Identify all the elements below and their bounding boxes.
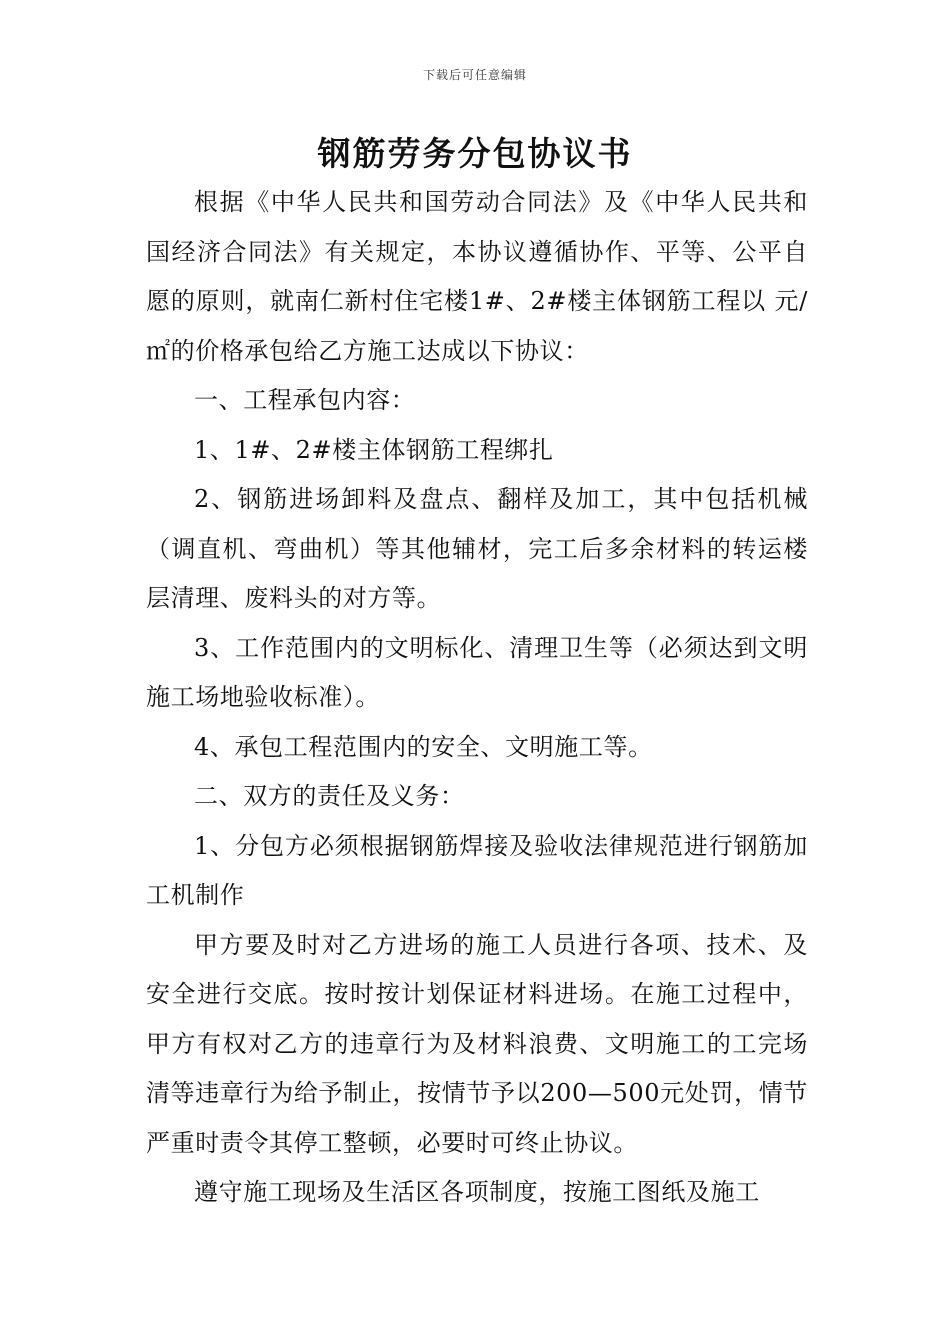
paragraph-preamble: 根据《中华人民共和国劳动合同法》及《中华人民共和国经济合同法》有关规定，本协议遵循协作、平等、公平自愿的原则，就南仁新村住宅楼1#、2#楼主体钢筋工程以 元/㎡的价格承包给乙方施工达成以下协议： bbox=[146, 188, 808, 365]
paragraph-duty-item-1: 1、分包方必须根据钢筋焊接及验收法律规范进行钢筋加工机制作 bbox=[146, 831, 808, 909]
section-heading-scope: 一、工程承包内容： bbox=[194, 386, 416, 414]
paragraph-site-rules: 遵守施工现场及生活区各项制度，按施工图纸及施工 bbox=[194, 1178, 760, 1206]
document-title: 钢筋劳务分包协议书 bbox=[317, 134, 633, 173]
paragraph-scope-item-1: 1、1#、2#楼主体钢筋工程绑扎 bbox=[194, 435, 554, 464]
paragraph-party-a-duties: 甲方要及时对乙方进场的施工人员进行各项、技术、及安全进行交底。按时按计划保证材料进场。在施工过程中，甲方有权对乙方的违章行为及材料浪费、文明施工的工完场清等违章行为给予制止，按情节予以200—500元处罚，情节严重时责令其停工整顿，必要时可终止协议。 bbox=[146, 930, 808, 1157]
section-heading-duties: 二、双方的责任及义务： bbox=[194, 782, 465, 810]
paragraph-scope-item-3: 3、工作范围内的文明标化、清理卫生等（必须达到文明施工场地验收标准）。 bbox=[146, 633, 808, 711]
paragraph-scope-item-4: 4、承包工程范围内的安全、文明施工等。 bbox=[194, 732, 653, 761]
document-body bbox=[146, 178, 808, 1218]
paragraph-scope-item-2: 2、钢筋进场卸料及盘点、翻样及加工，其中包括机械（调直机、弯曲机）等其他辅材，完工后多余材料的转运楼层清理、废料头的对方等。 bbox=[146, 485, 808, 612]
header-note: 下载后可任意编辑 bbox=[422, 68, 527, 82]
